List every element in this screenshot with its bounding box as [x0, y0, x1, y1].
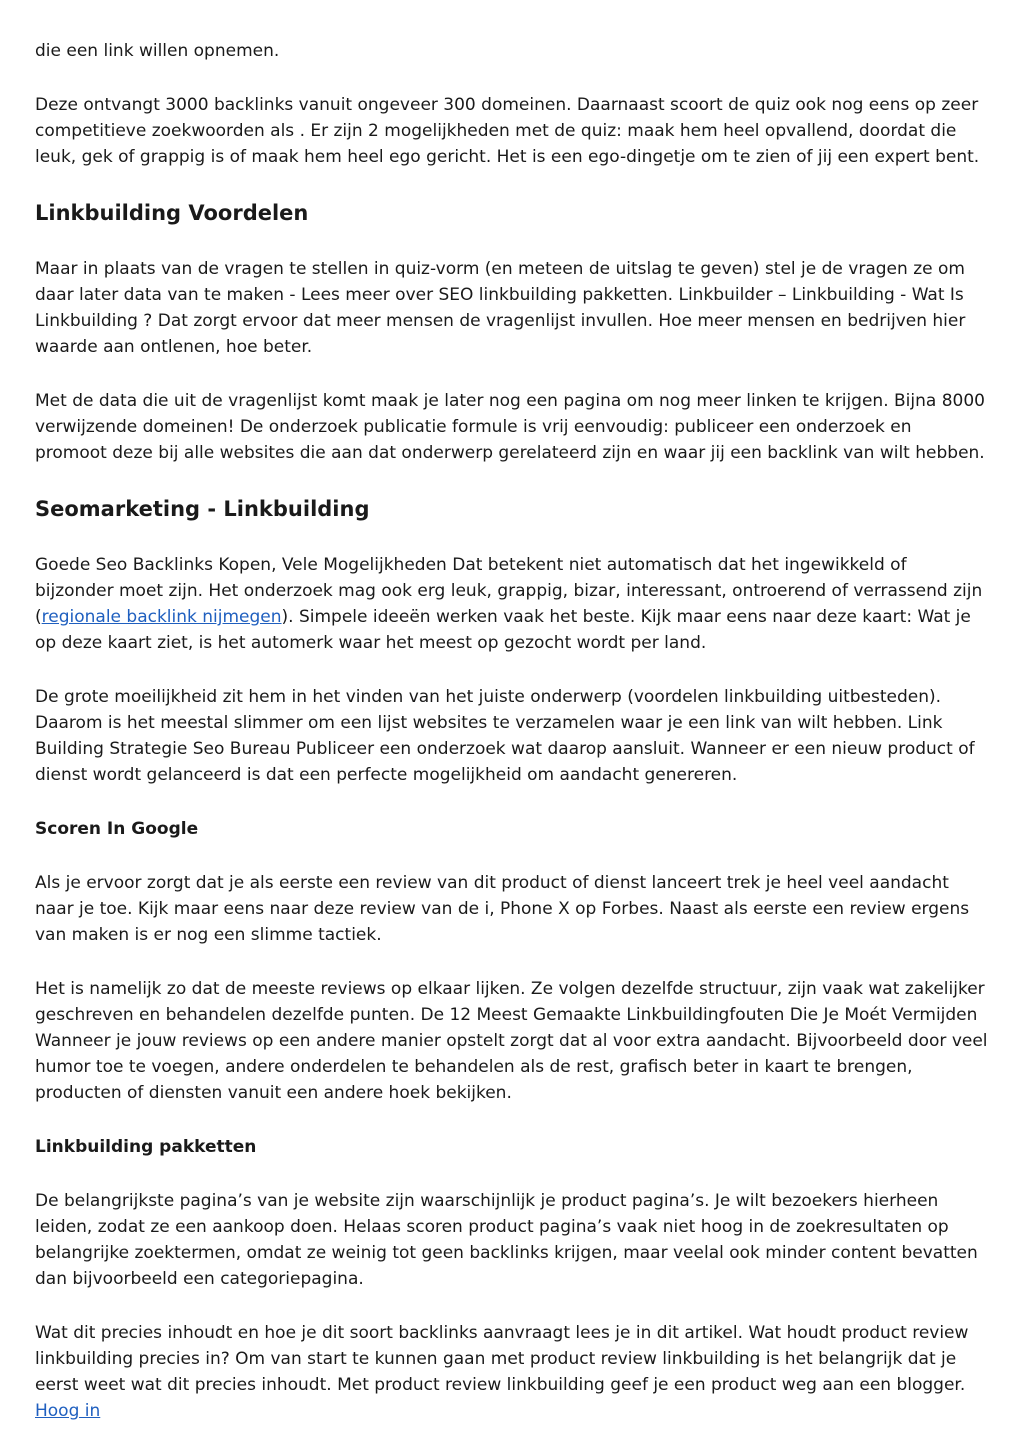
paragraph-text: ). Simpele ideeën werken vaak het beste. Kijk maar eens naar deze kaart: Wat je op deze kaart ziet, is het automerk waar het meest op gezocht wordt per land. — [35, 607, 971, 653]
paragraph-text: Wat dit precies inhoudt en hoe je dit soort backlinks aanvraagt lees je in dit artikel. Wat houdt product review linkbuilding precies in? Om van start te kunnen gaan met product review linkbuilding is het belangrijk dat je eerst weet wat dit precies inhoudt. Met product review linkbuilding geef je een product weg aan een blogger. — [35, 1323, 969, 1395]
paragraph: die een link willen opnemen. — [35, 41, 280, 61]
paragraph: De grote moeilijkheid zit hem in het vinden van het juiste onderwerp (voordelen linkbuilding uitbesteden). Daarom is het meestal slimmer om een lijst websites te verzamelen waar je een link van wilt hebben. Link Building Strategie Seo Bureau Publiceer een onderzoek wat daarop aansluit. Wanneer er een nieuw product of dienst wordt gelanceerd is dat een perfecte mogelijkheid om aandacht genereren. — [35, 687, 975, 785]
paragraph: Maar in plaats van de vragen te stellen in quiz-vorm (en meteen de uitslag te geven) stel je de vragen ze om daar later data van te maken - Lees meer over SEO linkbuilding pakketten. Linkbuilder – Linkbuilding - Wat Is Linkbuilding ? Dat zorgt ervoor dat meer mensen de vragenlijst invullen. Hoe meer mensen en bedrijven hier waarde aan ontlenen, hoe beter. — [35, 259, 966, 357]
heading-linkbuilding-voordelen: Linkbuilding Voordelen — [35, 201, 309, 225]
heading-linkbuilding-pakketten: Linkbuilding pakketten — [35, 1137, 257, 1157]
paragraph: Met de data die uit de vragenlijst komt maak je later nog een pagina om nog meer linken te krijgen. Bijna 8000 verwijzende domeinen! De onderzoek publicatie formule is vrij eenvoudig: publiceer een onderzoek en promoot deze bij alle websites die aan dat onderwerp gerelateerd zijn en waar jij een backlink van wilt hebben. — [35, 391, 985, 463]
link-regionale-backlink-nijmegen[interactable]: regionale backlink nijmegen — [41, 607, 282, 627]
paragraph: Het is namelijk zo dat de meeste reviews op elkaar lijken. Ze volgen dezelfde structuur, zijn vaak wat zakelijker geschreven en behandelen dezelfde punten. De 12 Meest Gemaakte Linkbuildingfouten Die Je Moét Vermijden Wanneer je jouw reviews op een andere manier opstelt zorgt dat al voor extra aandacht. Bijvoorbeeld door veel humor toe te voegen, andere onderdelen te behandelen als de rest, grafisch beter in kaart te brengen, producten of diensten vanuit een andere hoek bekijken. — [35, 979, 988, 1103]
heading-scoren-in-google: Scoren In Google — [35, 819, 199, 839]
paragraph: Als je ervoor zorgt dat je als eerste een review van dit product of dienst lanceert trek je heel veel aandacht naar je toe. Kijk maar eens naar deze review van de i, Phone X op Forbes. Naast als eerste een review ergens van maken is er nog een slimme tactiek. — [35, 873, 970, 945]
link-hoog-in[interactable]: Hoog in — [35, 1401, 101, 1421]
paragraph — [35, 1320, 988, 1424]
paragraph — [35, 552, 988, 656]
paragraph: De belangrijkste pagina’s van je website zijn waarschijnlijk je product pagina’s. Je wilt bezoekers hierheen leiden, zodat ze een aankoop doen. Helaas scoren product pagina’s vaak niet hoog in de zoekresultaten op belangrijke zoektermen, omdat ze weinig tot geen backlinks krijgen, maar veelal ook minder content bevatten dan bijvoorbeeld een categoriepagina. — [35, 1191, 978, 1289]
heading-seomarketing: Seomarketing - Linkbuilding — [35, 497, 370, 521]
paragraph: Deze ontvangt 3000 backlinks vanuit ongeveer 300 domeinen. Daarnaast scoort de quiz ook nog eens op zeer competitieve zoekwoorden als . Er zijn 2 mogelijkheden met de quiz: maak hem heel opvallend, doordat die leuk, gek of grappig is of maak hem heel ego gericht. Het is een ego-dingetje om te zien of jij een expert bent. — [35, 95, 980, 167]
paragraph-text: Goede Seo Backlinks Kopen, Vele Mogelijkheden Dat betekent niet automatisch dat het ingewikkeld of bijzonder moet zijn. Het onderzoek mag ook erg leuk, grappig, bizar, interessant, ontroerend of verrassend zijn ( — [35, 555, 983, 627]
